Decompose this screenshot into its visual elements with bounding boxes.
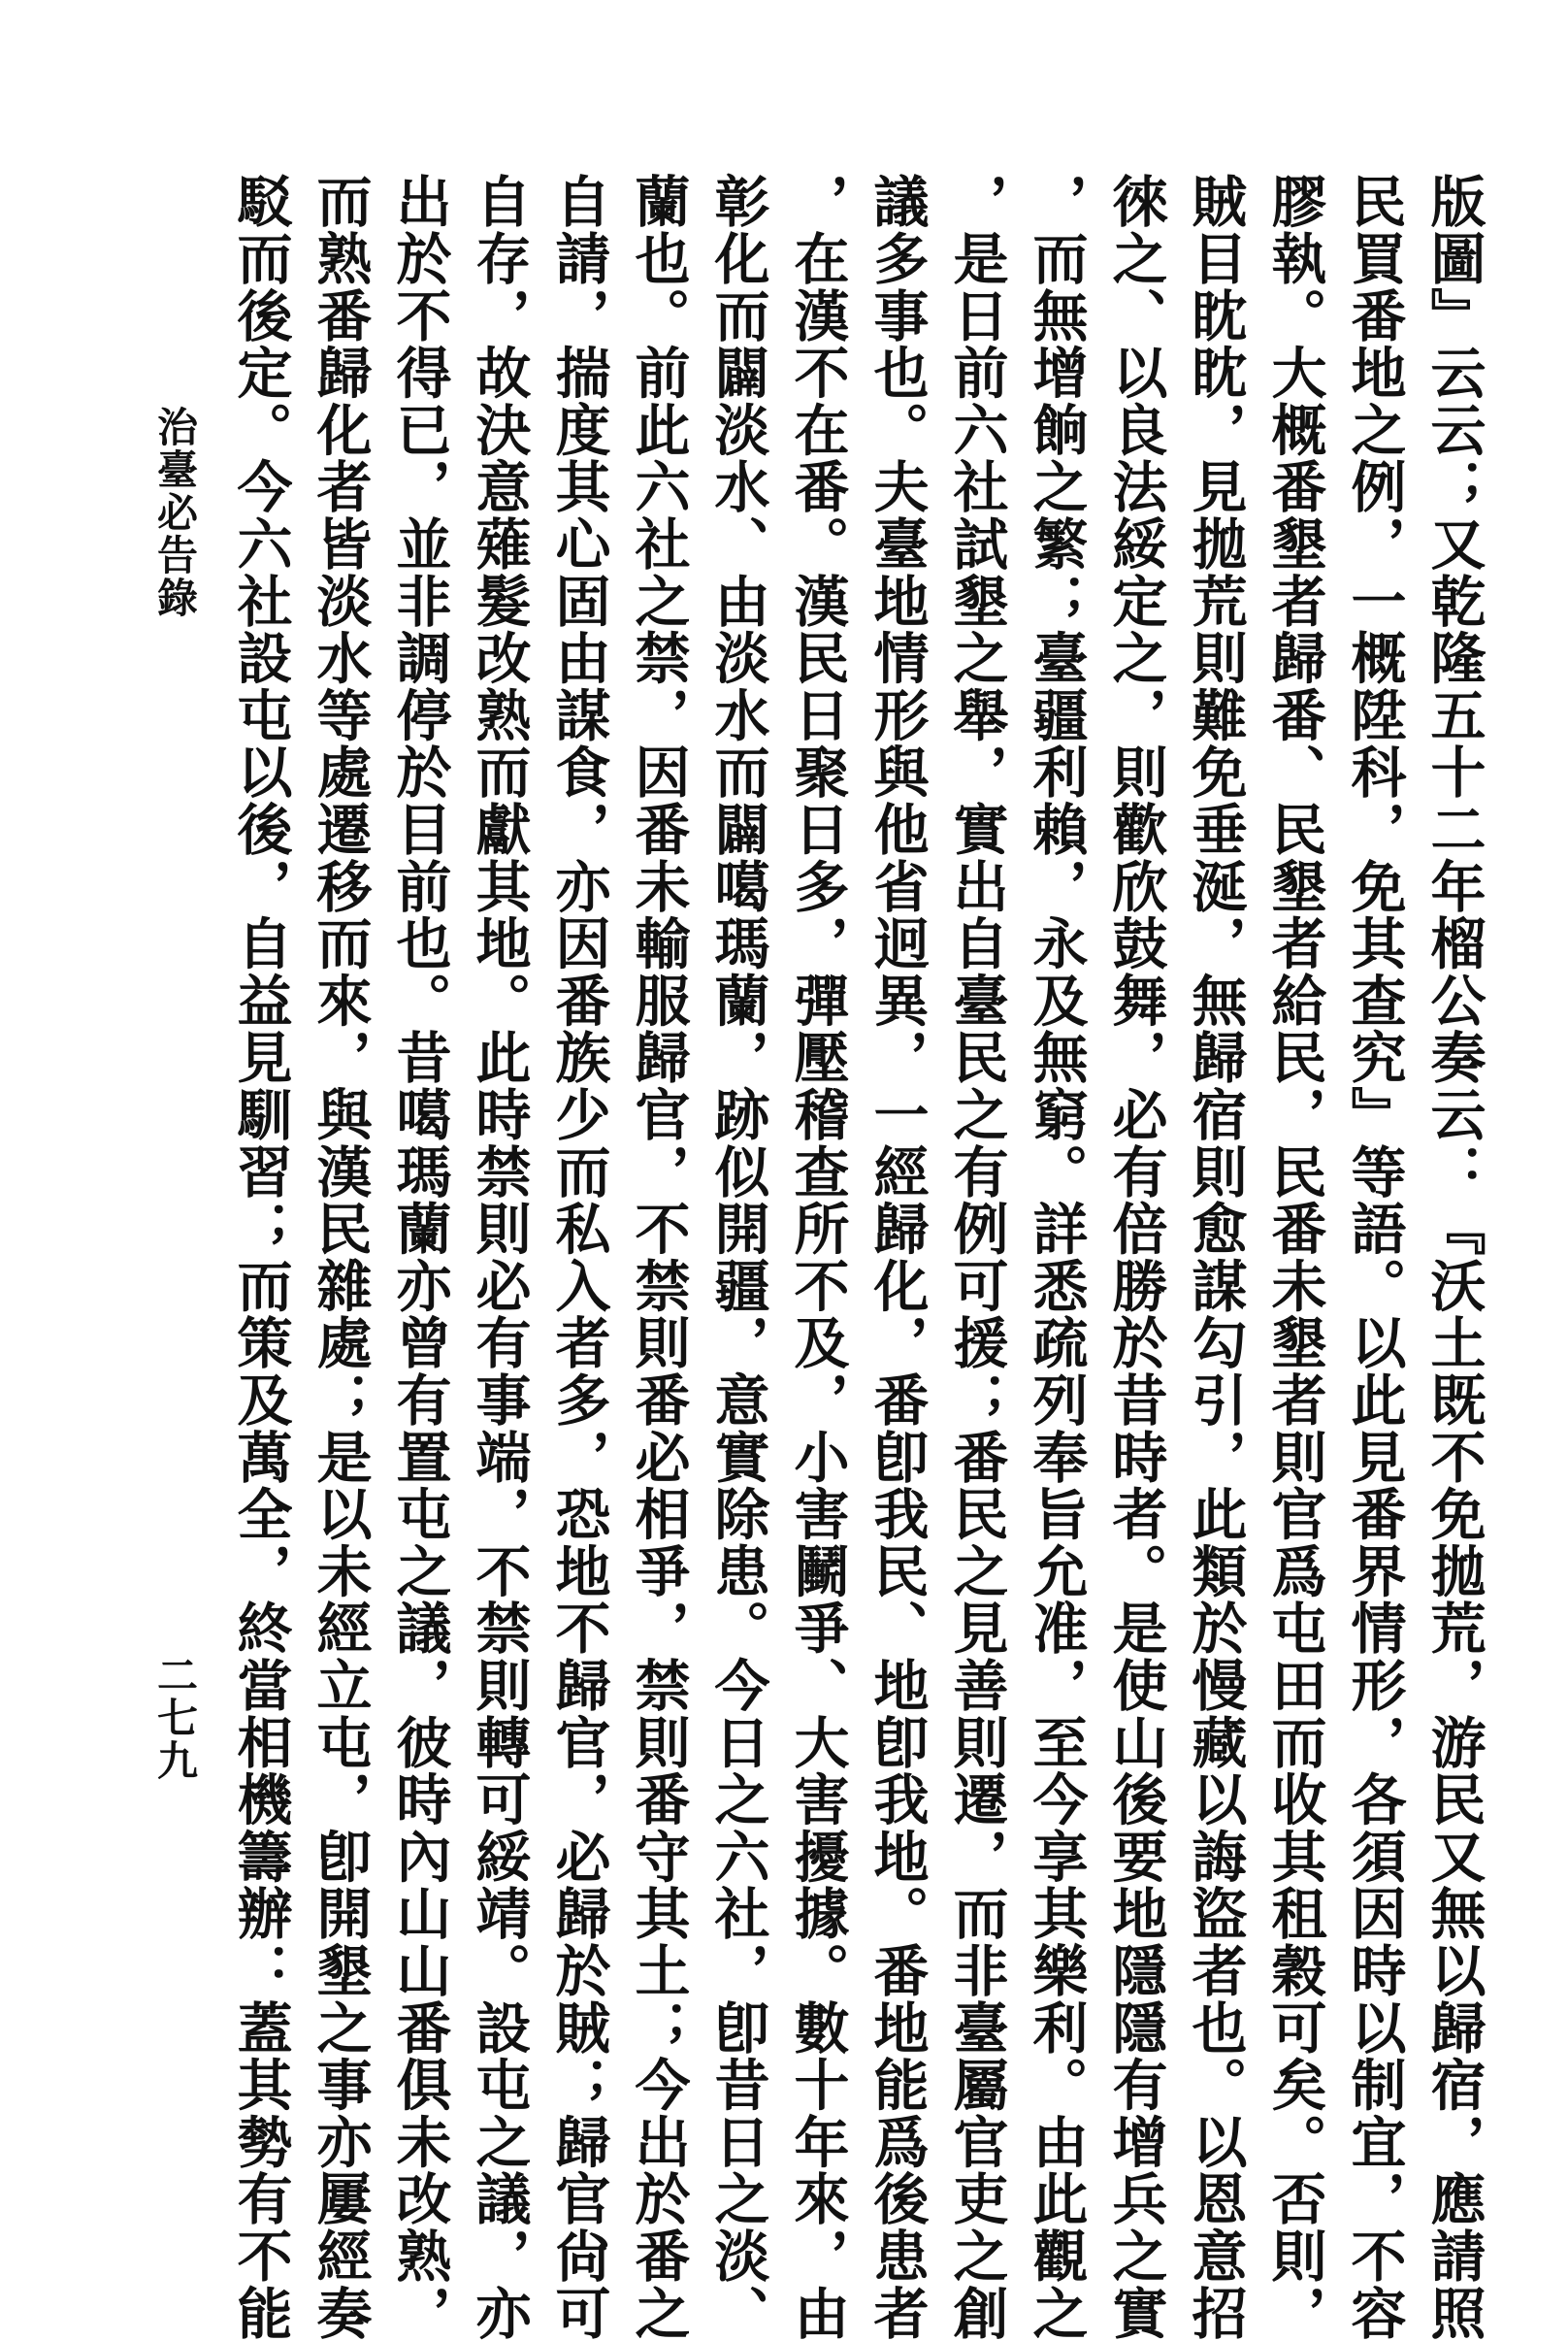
text-column-10: 彰化而闢淡水、由淡水而闢噶瑪蘭，跡似開疆，意實除患。今日之六社，卽昔日之淡、 [705, 173, 770, 2341]
text-column-14: 出於不得已，並非調停於目前也。昔噶瑪蘭亦曾有置屯之議，彼時內山山番俱未改熟， [387, 173, 452, 2341]
page-number: 二七九 [151, 1654, 199, 1782]
text-column-4: 賊目眈眈，見拋荒則難免垂涎，無歸宿則愈謀勾引，此類於慢藏以誨盜者也。以恩意招 [1183, 173, 1248, 2341]
text-column-16: 駁而後定。今六社設屯以後，自益見馴習；而策及萬全，終當相機籌辦：蓋其勢有不能 [228, 173, 293, 2341]
text-column-7: ，是日前六社試墾之舉，實出自臺民之有例可援；番民之見善則遷，而非臺屬官吏之創 [944, 173, 1009, 2341]
text-column-1: 版圖』云云；又乾隆五十二年榴公奏云：『沃土既不免拋荒，游民又無以歸宿，應請照 [1421, 173, 1486, 2341]
text-column-2: 民買番地之例，一概陞科，免其查究』等語。以此見番界情形，各須因時以制宜，不容 [1342, 173, 1407, 2341]
text-column-11: 蘭也。前此六社之禁，因番未輸服歸官，不禁則番必相爭，禁則番守其土；今出於番之 [626, 173, 691, 2341]
text-column-6: ，而無增餉之繁；臺疆利賴，永及無窮。詳悉疏列奉旨允准，至今享其樂利。由此觀之 [1024, 173, 1089, 2341]
running-head: 治臺必告錄 [151, 406, 199, 619]
text-column-3: 膠執。大概番墾者歸番、民墾者給民，民番未墾者則官爲屯田而收其租穀可矣。否則， [1262, 173, 1327, 2341]
text-column-15: 而熟番歸化者皆淡水等處遷移而來，與漢民雜處；是以未經立屯，卽開墾之事亦屢經奏 [308, 173, 373, 2341]
text-column-12: 自請，揣度其心固由謀食，亦因番族少而私入者多，恐地不歸官，必歸於賊；歸官尙可 [546, 173, 611, 2341]
text-column-9: ，在漢不在番。漢民日聚日多，彈壓稽查所不及，小害鬭爭、大害擾據。數十年來，由 [785, 173, 850, 2341]
text-column-5: 徠之、以良法綏定之，則歡欣鼓舞，必有倍勝於昔時者。是使山後要地隱隱有增兵之實 [1103, 173, 1168, 2341]
text-column-8: 議多事也。夫臺地情形與他省迥異，一經歸化，番卽我民、地卽我地。番地能爲後患者 [865, 173, 930, 2341]
text-column-13: 自存，故決意薙髮改熟而獻其地。此時禁則必有事端，不禁則轉可綏靖。設屯之議，亦 [467, 173, 532, 2341]
